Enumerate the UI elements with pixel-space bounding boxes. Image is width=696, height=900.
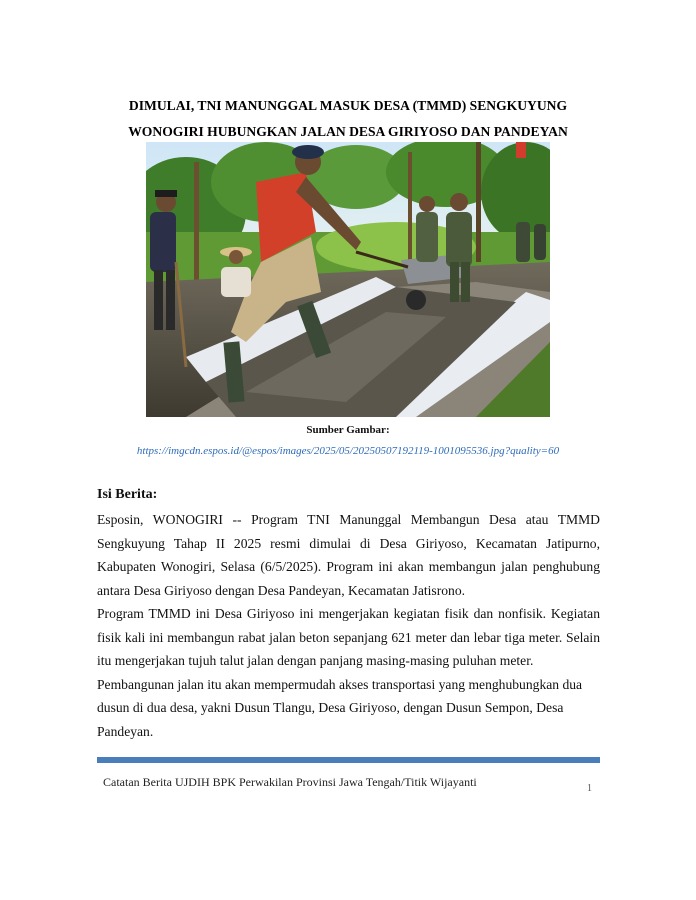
page-number: 1 — [587, 783, 592, 794]
paragraph-2: Program TMMD ini Desa Giriyoso ini mengerjakan kegiatan fisik dan nonfisik. Kegiatan fisik kali ini membangun rabat jalan beton sepanjang 621 meter dan lebar tiga meter. Selain itu mengerjakan tujuh talut jalan dengan panjang masing-masing puluhan meter. — [97, 606, 600, 668]
paragraph-1: Esposin, WONOGIRI -- Program TNI Manunggal Membangun Desa atau TMMD Sengkuyung Tahap II 2025 resmi dimulai di Desa Giriyoso, Kecamatan Jatipurno, Kabupaten Wonogiri, Selasa (6/5/2025). Program ini akan membangun jalan penghubung antara Desa Giriyoso dengan Desa Pandeyan, Kecamatan Jatisrono. — [97, 512, 600, 598]
news-photo — [146, 142, 550, 417]
title-line-1: DIMULAI, TNI MANUNGGAL MASUK DESA (TMMD) SENGKUYUNG — [128, 98, 568, 113]
section-heading: Isi Berita: — [97, 487, 158, 502]
image-source-link[interactable]: https://imgcdn.espos.id/@espos/images/2025/05/20250507192119-1001095536.jpg?quality=60 — [136, 445, 560, 457]
paragraph-3: Pembangunan jalan itu akan mempermudah akses transportasi yang menghubungkan dua dusun di dua desa, yakni Dusun Tlangu, Desa Giriyoso, dengan Dusun Sempon, Desa Pandeyan. — [97, 676, 583, 739]
footer-note: Catatan Berita UJDIH BPK Perwakilan Provinsi Jawa Tengah/Titik Wijayanti — [103, 775, 477, 789]
image-caption-label: Sumber Gambar: — [306, 424, 390, 436]
article-body — [97, 508, 600, 743]
footer-divider — [97, 757, 600, 763]
title-line-2: WONOGIRI HUBUNGKAN JALAN DESA GIRIYOSO DAN PANDEYAN — [128, 124, 568, 139]
page-title — [98, 93, 598, 145]
